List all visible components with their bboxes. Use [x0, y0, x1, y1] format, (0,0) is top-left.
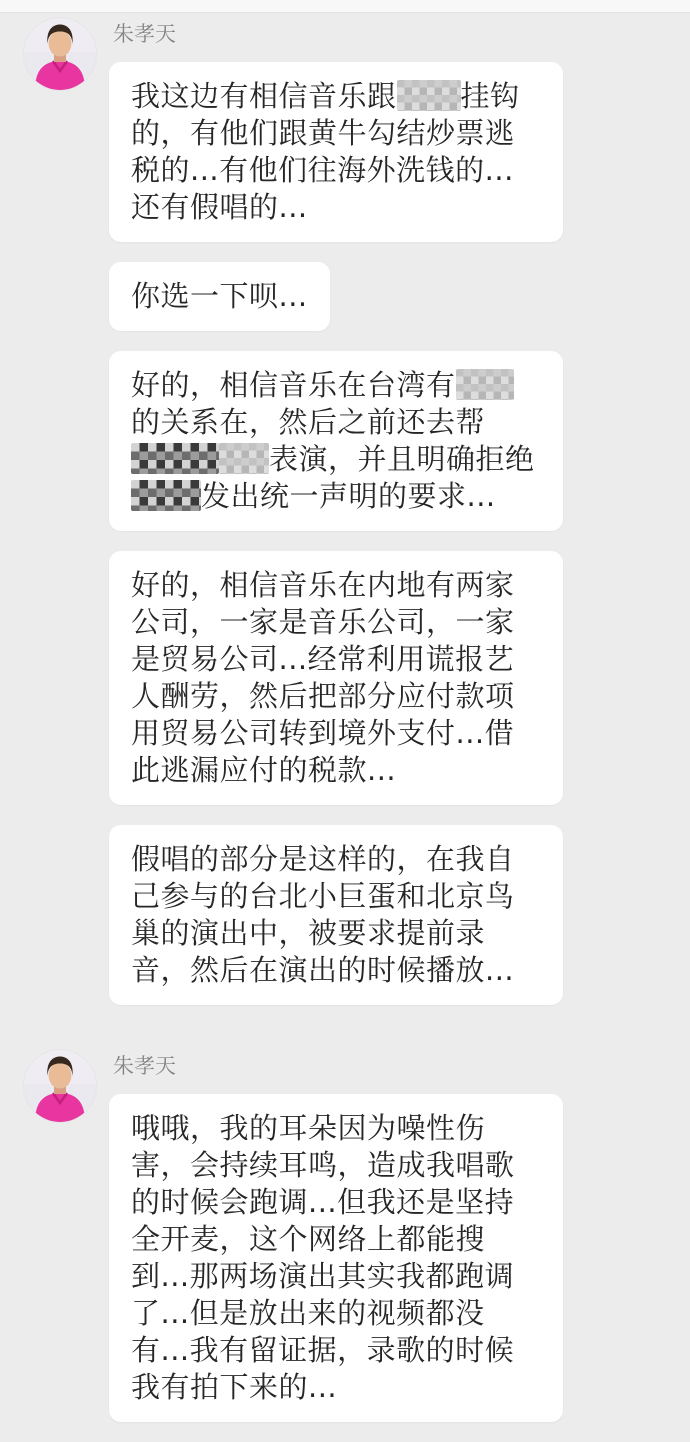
message-bubble[interactable] [109, 62, 563, 242]
message-bubble[interactable] [109, 262, 330, 331]
message-text: 我这边有相信音乐跟 [131, 79, 397, 113]
censored-text-mosaic [397, 80, 461, 111]
message-bubble[interactable] [109, 551, 563, 805]
avatar[interactable] [24, 1050, 96, 1122]
message-text: 挂钩的，有他们跟黄牛勾结炒票逃税的...有他们往海外洗钱的...还有假唱的... [131, 79, 520, 224]
message-list [0, 18, 690, 1442]
message-text: 哦哦，我的耳朵因为噪性伤害，会持续耳鸣，造成我唱歌的时候会跑调...但我还是坚持全开麦，这个网络上都能搜到...那两场演出其实我都跑调了...但是放出来的视频都没有...我有留证据，录歌的时候我有拍下来的... [131, 1111, 515, 1404]
message-text: 的关系在，然后之前还去帮 [131, 405, 486, 439]
censored-text-mosaic [131, 443, 219, 474]
message-group [24, 18, 666, 1025]
sender-name: 朱孝天 [113, 22, 176, 46]
top-strip [0, 0, 690, 13]
message-text: 表演，并且明确拒绝 [269, 442, 535, 476]
censored-text-mosaic [456, 369, 514, 400]
message-bubble[interactable] [109, 825, 563, 1005]
message-text: 你选一下呗... [131, 279, 308, 313]
message-column [109, 18, 666, 1025]
person-avatar-icon [24, 18, 96, 90]
sender-name: 朱孝天 [113, 1054, 176, 1078]
bubble-list [109, 62, 666, 1005]
message-bubble[interactable] [109, 1094, 563, 1422]
censored-text-mosaic [131, 480, 201, 511]
bubble-list [109, 1094, 666, 1422]
message-text: 发出统一声明的要求... [201, 479, 496, 513]
message-column [109, 1050, 666, 1442]
message-text: 好的，相信音乐在内地有两家公司，一家是音乐公司，一家是贸易公司...经常利用谎报艺人酬劳，然后把部分应付款项用贸易公司转到境外支付...借此逃漏应付的税款... [131, 568, 515, 787]
message-bubble[interactable] [109, 351, 563, 531]
avatar[interactable] [24, 18, 96, 90]
message-group [24, 1050, 666, 1442]
message-text: 好的，相信音乐在台湾有 [131, 368, 456, 402]
message-text: 假唱的部分是这样的，在我自己参与的台北小巨蛋和北京鸟巢的演出中，被要求提前录音，然后在演出的时候播放... [131, 842, 515, 987]
person-avatar-icon [24, 1050, 96, 1122]
censored-text-mosaic [219, 443, 269, 474]
